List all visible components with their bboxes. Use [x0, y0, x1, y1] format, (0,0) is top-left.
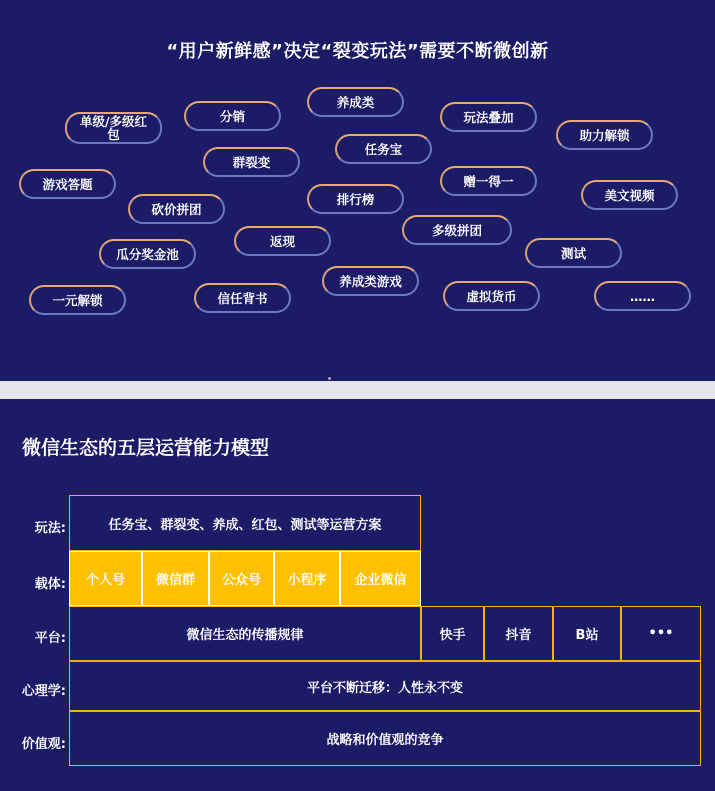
tag-assist-unlock: 助力解锁 — [556, 120, 653, 150]
tag-trust-endorsement: 信任背书 — [194, 283, 291, 313]
tag-leaderboard: 排行榜 — [307, 184, 404, 214]
tag-distribution: 分销 — [184, 101, 281, 131]
label-platform: 平台: — [34, 631, 66, 646]
gameplay-cell: 任务宝、群裂变、养成、红包、测试等运营方案 — [69, 495, 421, 551]
tag-nurture-game: 养成类游戏 — [322, 266, 419, 296]
carrier-official-account: 公众号 — [209, 551, 274, 606]
platform-main-cell: 微信生态的传播规律 — [69, 606, 421, 661]
slide1-title: “用户新鲜感”决定“裂变玩法”需要不断微创新 — [166, 41, 549, 62]
label-values: 价值观: — [21, 737, 66, 752]
platform-douyin: 抖音 — [484, 606, 553, 661]
tag-test: 测试 — [525, 238, 622, 268]
tag-red-packet: 单级/多级红包 — [65, 112, 162, 144]
values-cell: 战略和价值观的竞争 — [69, 711, 701, 766]
tag-article-video: 美文视频 — [581, 180, 678, 210]
slide2-title: 微信生态的五层运营能力模型 — [22, 437, 270, 459]
carrier-wechat-group: 微信群 — [142, 551, 209, 606]
psychology-cell: 平台不断迁移：人性永不变 — [69, 661, 701, 711]
carrier-enterprise-wechat: 企业微信 — [340, 551, 421, 606]
tag-prize-pool: 瓜分奖金池 — [99, 239, 196, 269]
label-carrier: 载体: — [34, 577, 66, 592]
tag-nurture: 养成类 — [307, 87, 404, 117]
platform-bilibili: B站 — [553, 606, 621, 661]
tag-one-yuan-unlock: 一元解锁 — [29, 285, 126, 315]
tag-group-fission: 群裂变 — [203, 147, 300, 177]
tag-buy-one-get-one: 赠一得一 — [440, 166, 537, 196]
tag-stacked-play: 玩法叠加 — [440, 102, 537, 132]
label-gameplay: 玩法: — [34, 521, 66, 536]
tag-multi-level-group: 多级拼团 — [402, 215, 512, 245]
tag-task-treasure: 任务宝 — [335, 134, 432, 164]
carrier-personal-account: 个人号 — [69, 551, 142, 606]
tag-cashback: 返现 — [234, 226, 331, 256]
carrier-mini-program: 小程序 — [274, 551, 340, 606]
tag-bargain-group: 砍价拼团 — [128, 194, 225, 224]
slide-marker — [328, 377, 331, 380]
tag-virtual-currency: 虚拟货币 — [443, 281, 540, 311]
platform-more: ••• — [621, 606, 701, 661]
platform-kuaishou: 快手 — [421, 606, 484, 661]
label-psychology: 心理学: — [21, 684, 66, 699]
tag-quiz-game: 游戏答题 — [19, 169, 116, 199]
tag-more: …… — [594, 281, 691, 311]
slide-five-layer-model — [0, 399, 715, 791]
slide-growth-tactics — [0, 0, 715, 381]
